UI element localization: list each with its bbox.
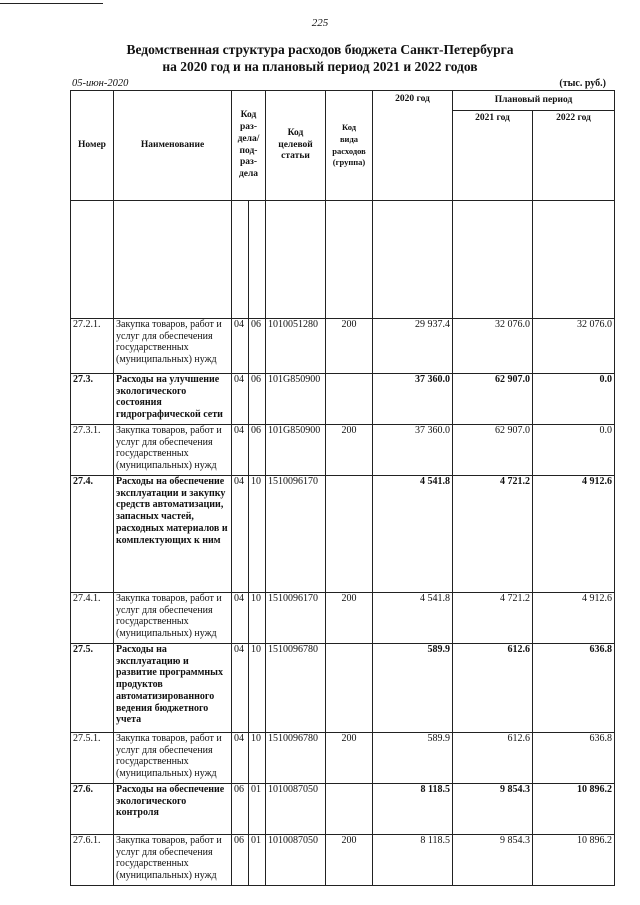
table-row bbox=[71, 374, 615, 425]
spacer-cell bbox=[114, 201, 232, 319]
row-value-2020: 8 118.5 bbox=[373, 784, 453, 835]
row-expense-kind: 200 bbox=[326, 319, 373, 374]
page-number: 225 bbox=[311, 17, 329, 29]
spacer-cell bbox=[232, 201, 249, 319]
row-section: 04 bbox=[232, 425, 249, 476]
row-value-2022: 4 912.6 bbox=[533, 476, 615, 593]
document-title bbox=[0, 41, 640, 75]
header-section-line: Код bbox=[240, 110, 257, 121]
header-section-line: раз- bbox=[239, 157, 257, 168]
row-value-2020: 589.9 bbox=[373, 644, 453, 733]
title-line-2: на 2020 год и на плановый период 2021 и 2022 годов bbox=[162, 59, 478, 74]
table-body bbox=[71, 201, 615, 886]
corner-rule bbox=[0, 3, 103, 4]
row-section: 04 bbox=[232, 476, 249, 593]
budget-table bbox=[70, 90, 615, 886]
row-expense-kind: 200 bbox=[326, 835, 373, 886]
header-section-line: раз- bbox=[239, 122, 257, 133]
row-subsection: 01 bbox=[249, 784, 266, 835]
spacer-cell bbox=[249, 201, 266, 319]
row-value-2022: 0.0 bbox=[533, 425, 615, 476]
row-target-code: 1010087050 bbox=[266, 835, 326, 886]
spacer-cell bbox=[326, 201, 373, 319]
row-name: Расходы на эксплуатацию и развитие программных продуктов автоматизированного ведения бюджетного учета bbox=[114, 644, 232, 733]
table-row bbox=[71, 319, 615, 374]
header-expense-line: Код bbox=[341, 122, 357, 133]
header-expense-line: расходов bbox=[332, 145, 366, 156]
table-row bbox=[71, 733, 615, 784]
row-subsection: 10 bbox=[249, 593, 266, 644]
row-subsection: 01 bbox=[249, 835, 266, 886]
header-name: Наименование bbox=[114, 91, 232, 201]
row-target-code: 1010087050 bbox=[266, 784, 326, 835]
row-name: Закупка товаров, работ и услуг для обеспечения государственных (муниципальных) нужд bbox=[114, 593, 232, 644]
row-value-2020: 8 118.5 bbox=[373, 835, 453, 886]
row-value-2022: 636.8 bbox=[533, 644, 615, 733]
title-line-1: Ведомственная структура расходов бюджета Санкт-Петербурга bbox=[126, 42, 514, 57]
table-row bbox=[71, 593, 615, 644]
row-number: 27.4. bbox=[71, 476, 114, 593]
row-target-code: 1510096780 bbox=[266, 733, 326, 784]
header-section-code bbox=[232, 91, 266, 201]
row-number: 27.4.1. bbox=[71, 593, 114, 644]
row-value-2021: 4 721.2 bbox=[453, 593, 533, 644]
row-target-code: 101G850900 bbox=[266, 374, 326, 425]
row-section: 06 bbox=[232, 835, 249, 886]
document-date: 05-июн-2020 bbox=[72, 78, 129, 89]
row-value-2022: 0.0 bbox=[533, 374, 615, 425]
spacer-cell bbox=[71, 201, 114, 319]
row-value-2021: 9 854.3 bbox=[453, 835, 533, 886]
row-section: 04 bbox=[232, 593, 249, 644]
row-value-2020: 29 937.4 bbox=[373, 319, 453, 374]
row-number: 27.6. bbox=[71, 784, 114, 835]
row-value-2022: 32 076.0 bbox=[533, 319, 615, 374]
table-row bbox=[71, 835, 615, 886]
row-name: Расходы на обеспечение эксплуатации и закупку средств автоматизации, запасных частей, расходных материалов и комплектующих к ним bbox=[114, 476, 232, 593]
header-number: Номер bbox=[71, 91, 114, 201]
row-value-2022: 10 896.2 bbox=[533, 835, 615, 886]
table-row bbox=[71, 425, 615, 476]
row-number: 27.3.1. bbox=[71, 425, 114, 476]
header-planned-period: Плановый период bbox=[453, 91, 615, 111]
row-value-2021: 612.6 bbox=[453, 733, 533, 784]
row-value-2020: 4 541.8 bbox=[373, 476, 453, 593]
row-value-2021: 32 076.0 bbox=[453, 319, 533, 374]
row-expense-kind: 200 bbox=[326, 593, 373, 644]
row-name: Расходы на улучшение экологического состояния гидрографической сети bbox=[114, 374, 232, 425]
row-expense-kind bbox=[326, 374, 373, 425]
row-subsection: 06 bbox=[249, 425, 266, 476]
row-subsection: 10 bbox=[249, 733, 266, 784]
row-value-2020: 4 541.8 bbox=[373, 593, 453, 644]
row-target-code: 1510096780 bbox=[266, 644, 326, 733]
spacer-row bbox=[71, 201, 615, 319]
row-value-2022: 4 912.6 bbox=[533, 593, 615, 644]
header-target-line: целевой bbox=[278, 139, 313, 150]
table-row bbox=[71, 644, 615, 733]
row-value-2021: 9 854.3 bbox=[453, 784, 533, 835]
row-name: Закупка товаров, работ и услуг для обеспечения государственных (муниципальных) нужд bbox=[114, 733, 232, 784]
row-subsection: 10 bbox=[249, 476, 266, 593]
row-number: 27.6.1. bbox=[71, 835, 114, 886]
spacer-cell bbox=[453, 201, 533, 319]
spacer-cell bbox=[533, 201, 615, 319]
row-value-2022: 636.8 bbox=[533, 733, 615, 784]
row-value-2020: 37 360.0 bbox=[373, 374, 453, 425]
row-expense-kind bbox=[326, 644, 373, 733]
row-name: Закупка товаров, работ и услуг для обеспечения государственных (муниципальных) нужд bbox=[114, 835, 232, 886]
row-expense-kind: 200 bbox=[326, 733, 373, 784]
header-2022: 2022 год bbox=[533, 111, 615, 201]
row-number: 27.3. bbox=[71, 374, 114, 425]
header-expense-line: (группа) bbox=[332, 157, 366, 168]
header-target-code bbox=[266, 91, 326, 201]
row-number: 27.2.1. bbox=[71, 319, 114, 374]
row-subsection: 06 bbox=[249, 374, 266, 425]
header-target-line: Код bbox=[287, 127, 304, 138]
header-2021: 2021 год bbox=[453, 111, 533, 201]
row-expense-kind bbox=[326, 784, 373, 835]
spacer-cell bbox=[373, 201, 453, 319]
row-target-code: 101G850900 bbox=[266, 425, 326, 476]
header-section-line: под- bbox=[239, 145, 258, 156]
row-name: Расходы на обеспечение экологического контроля bbox=[114, 784, 232, 835]
row-target-code: 1510096170 bbox=[266, 476, 326, 593]
header-section-line: дела bbox=[238, 168, 259, 179]
row-section: 04 bbox=[232, 374, 249, 425]
spacer-cell bbox=[266, 201, 326, 319]
row-section: 04 bbox=[232, 644, 249, 733]
table-row bbox=[71, 476, 615, 593]
units-label: (тыс. руб.) bbox=[559, 78, 606, 89]
row-name: Закупка товаров, работ и услуг для обеспечения государственных (муниципальных) нужд bbox=[114, 425, 232, 476]
row-value-2021: 62 907.0 bbox=[453, 374, 533, 425]
row-value-2020: 589.9 bbox=[373, 733, 453, 784]
header-section-line: дела/ bbox=[237, 133, 260, 144]
row-subsection: 10 bbox=[249, 644, 266, 733]
row-name: Закупка товаров, работ и услуг для обеспечения государственных (муниципальных) нужд bbox=[114, 319, 232, 374]
row-number: 27.5.1. bbox=[71, 733, 114, 784]
row-subsection: 06 bbox=[249, 319, 266, 374]
row-target-code: 1010051280 bbox=[266, 319, 326, 374]
header-target-line: статьи bbox=[281, 151, 310, 162]
row-number: 27.5. bbox=[71, 644, 114, 733]
row-section: 04 bbox=[232, 733, 249, 784]
row-value-2021: 62 907.0 bbox=[453, 425, 533, 476]
row-expense-kind bbox=[326, 476, 373, 593]
row-section: 04 bbox=[232, 319, 249, 374]
row-value-2021: 4 721.2 bbox=[453, 476, 533, 593]
table-row bbox=[71, 784, 615, 835]
row-value-2022: 10 896.2 bbox=[533, 784, 615, 835]
header-2020: 2020 год bbox=[373, 91, 453, 201]
row-section: 06 bbox=[232, 784, 249, 835]
row-value-2021: 612.6 bbox=[453, 644, 533, 733]
row-target-code: 1510096170 bbox=[266, 593, 326, 644]
header-expense-line: вида bbox=[339, 133, 359, 144]
row-expense-kind: 200 bbox=[326, 425, 373, 476]
header-expense-code bbox=[326, 91, 373, 201]
row-value-2020: 37 360.0 bbox=[373, 425, 453, 476]
